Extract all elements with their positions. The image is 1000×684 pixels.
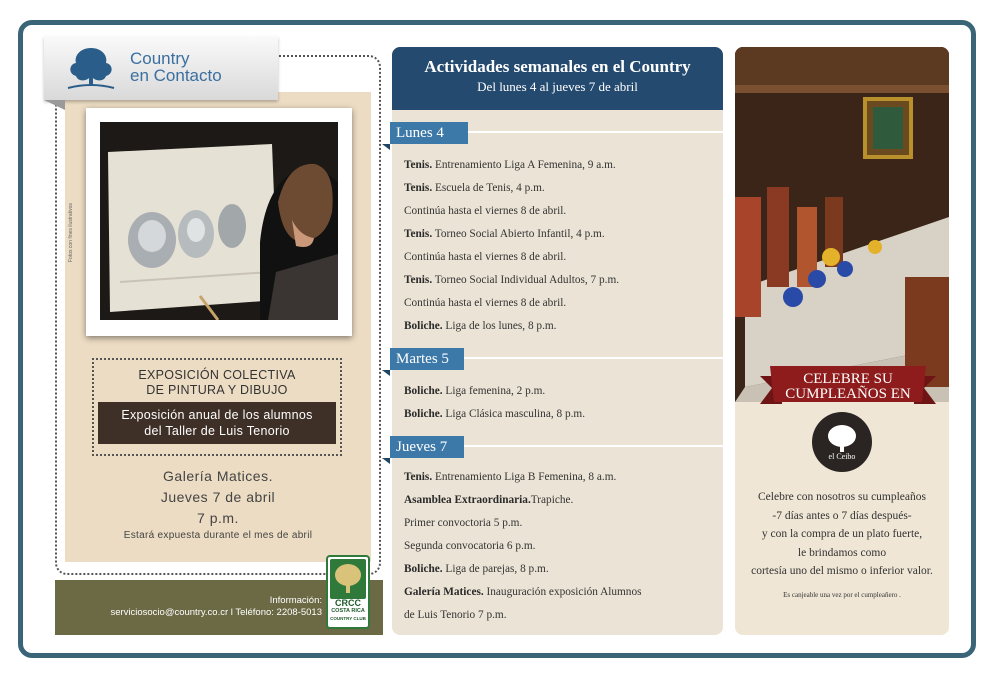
activity-item: Tenis. Entrenamiento Liga B Femenina, 8 a.m. [404,471,617,483]
exhibition-title-line-1: EXPOSICIÓN COLECTIVA [138,368,296,382]
exhibition-venue: Galería Matices. [163,468,273,484]
painting-photo [100,122,338,320]
activity-item: Tenis. Entrenamiento Liga A Femenina, 9 a.m. [404,159,616,171]
activities-title: Actividades semanales en el Country [424,57,691,76]
activity-item: Boliche. Liga de parejas, 8 p.m. [404,563,549,575]
brand-tab-fold [44,100,65,110]
exhibition-title-line-2: DE PINTURA Y DIBUJO [146,383,288,397]
activities-subtitle: Del lunes 4 al jueves 7 de abril [477,79,638,94]
birthday-line: le brindamos como [797,546,887,559]
brand-line-1: Country [130,49,190,68]
activity-item: Continúa hasta el viernes 8 de abril. [404,297,567,309]
ceibo-tree-icon [812,412,872,472]
exhibition-subtitle [98,402,336,444]
tree-logo-icon [62,44,120,92]
exhibition-note: Estará expuesta durante el mes de abril [123,530,313,541]
activity-item: Boliche. Liga femenina, 2 p.m. [404,385,546,397]
banner-line-1: CELEBRE SU [803,371,893,387]
activity-item: Boliche. Liga Clásica masculina, 8 p.m. [404,408,586,420]
banner-line-2: CUMPLEAÑOS EN [785,386,911,402]
brand-line-2: en Contacto [130,66,222,85]
restaurant-scene-illustration [735,47,949,402]
activity-item: Tenis. Escuela de Tenis, 4 p.m. [404,182,545,194]
club-line-2: COUNTRY CLUB [330,616,366,621]
day-tab-jueves: Jueves 7 [390,436,464,458]
birthday-note: Es canjeable una vez por el cumpleañero . [783,591,901,599]
activity-item: Continúa hasta el viernes 8 de abril. [404,205,567,217]
painting-scene-illustration [100,122,338,320]
activity-item: Asamblea Extraordinaria.Trapiche. [404,494,574,506]
activity-item: Continúa hasta el viernes 8 de abril. [404,251,567,263]
activity-item: Tenis. Torneo Social Individual Adultos, 7 p.m. [404,274,620,286]
birthday-line: -7 días antes o 7 días después- [772,509,912,522]
info-phone: l Teléfono: 2208-5013 [230,607,322,618]
exhibition-subtitle-line-1: Exposición anual de los alumnos [121,408,313,422]
exhibition-date: Jueves 7 de abril [160,489,276,505]
activity-item: de Luis Tenorio 7 p.m. [404,609,507,621]
photo-credit: Fotos con fines ilustrativos [68,203,74,262]
club-tree-icon [330,559,366,599]
info-email[interactable]: serviciosocio@country.co.cr [110,607,229,618]
exhibition-subtitle-line-2: del Taller de Luis Tenorio [144,424,290,438]
birthday-line: Celebre con nosotros su cumpleaños [758,491,926,503]
club-line-1: COSTA RICA [331,608,365,614]
club-initials: CRCC [335,598,361,608]
restaurant-photo [735,47,949,402]
birthday-banner [760,358,936,418]
exhibition-details [70,466,366,529]
day-tab-martes: Martes 5 [390,348,464,370]
birthday-offer [738,488,946,581]
info-label: Información: [269,595,322,606]
el-ceibo-label: el Ceibo [828,452,856,461]
activity-item: Boliche. Liga de los lunes, 8 p.m. [404,320,557,332]
club-logo-text [328,599,368,623]
brand-name [130,50,222,84]
info-contact [60,607,322,618]
birthday-line: cortesía uno del mismo o inferior valor. [751,565,933,577]
birthday-line: y con la compra de un plato fuerte, [761,528,923,540]
exhibition-title [92,368,342,398]
day-tab-lunes: Lunes 4 [390,122,468,144]
exhibition-time: 7 p.m. [197,510,239,526]
activity-item: Primer convoctoria 5 p.m. [404,517,523,529]
activity-item: Tenis. Torneo Social Abierto Infantil, 4 p.m. [404,228,605,240]
activity-item: Galería Matices. Inauguración exposición Alumnos [404,586,642,598]
el-ceibo-logo [812,412,872,472]
club-logo-emblem [330,559,366,599]
activity-item: Segunda convocatoria 6 p.m. [404,540,536,552]
